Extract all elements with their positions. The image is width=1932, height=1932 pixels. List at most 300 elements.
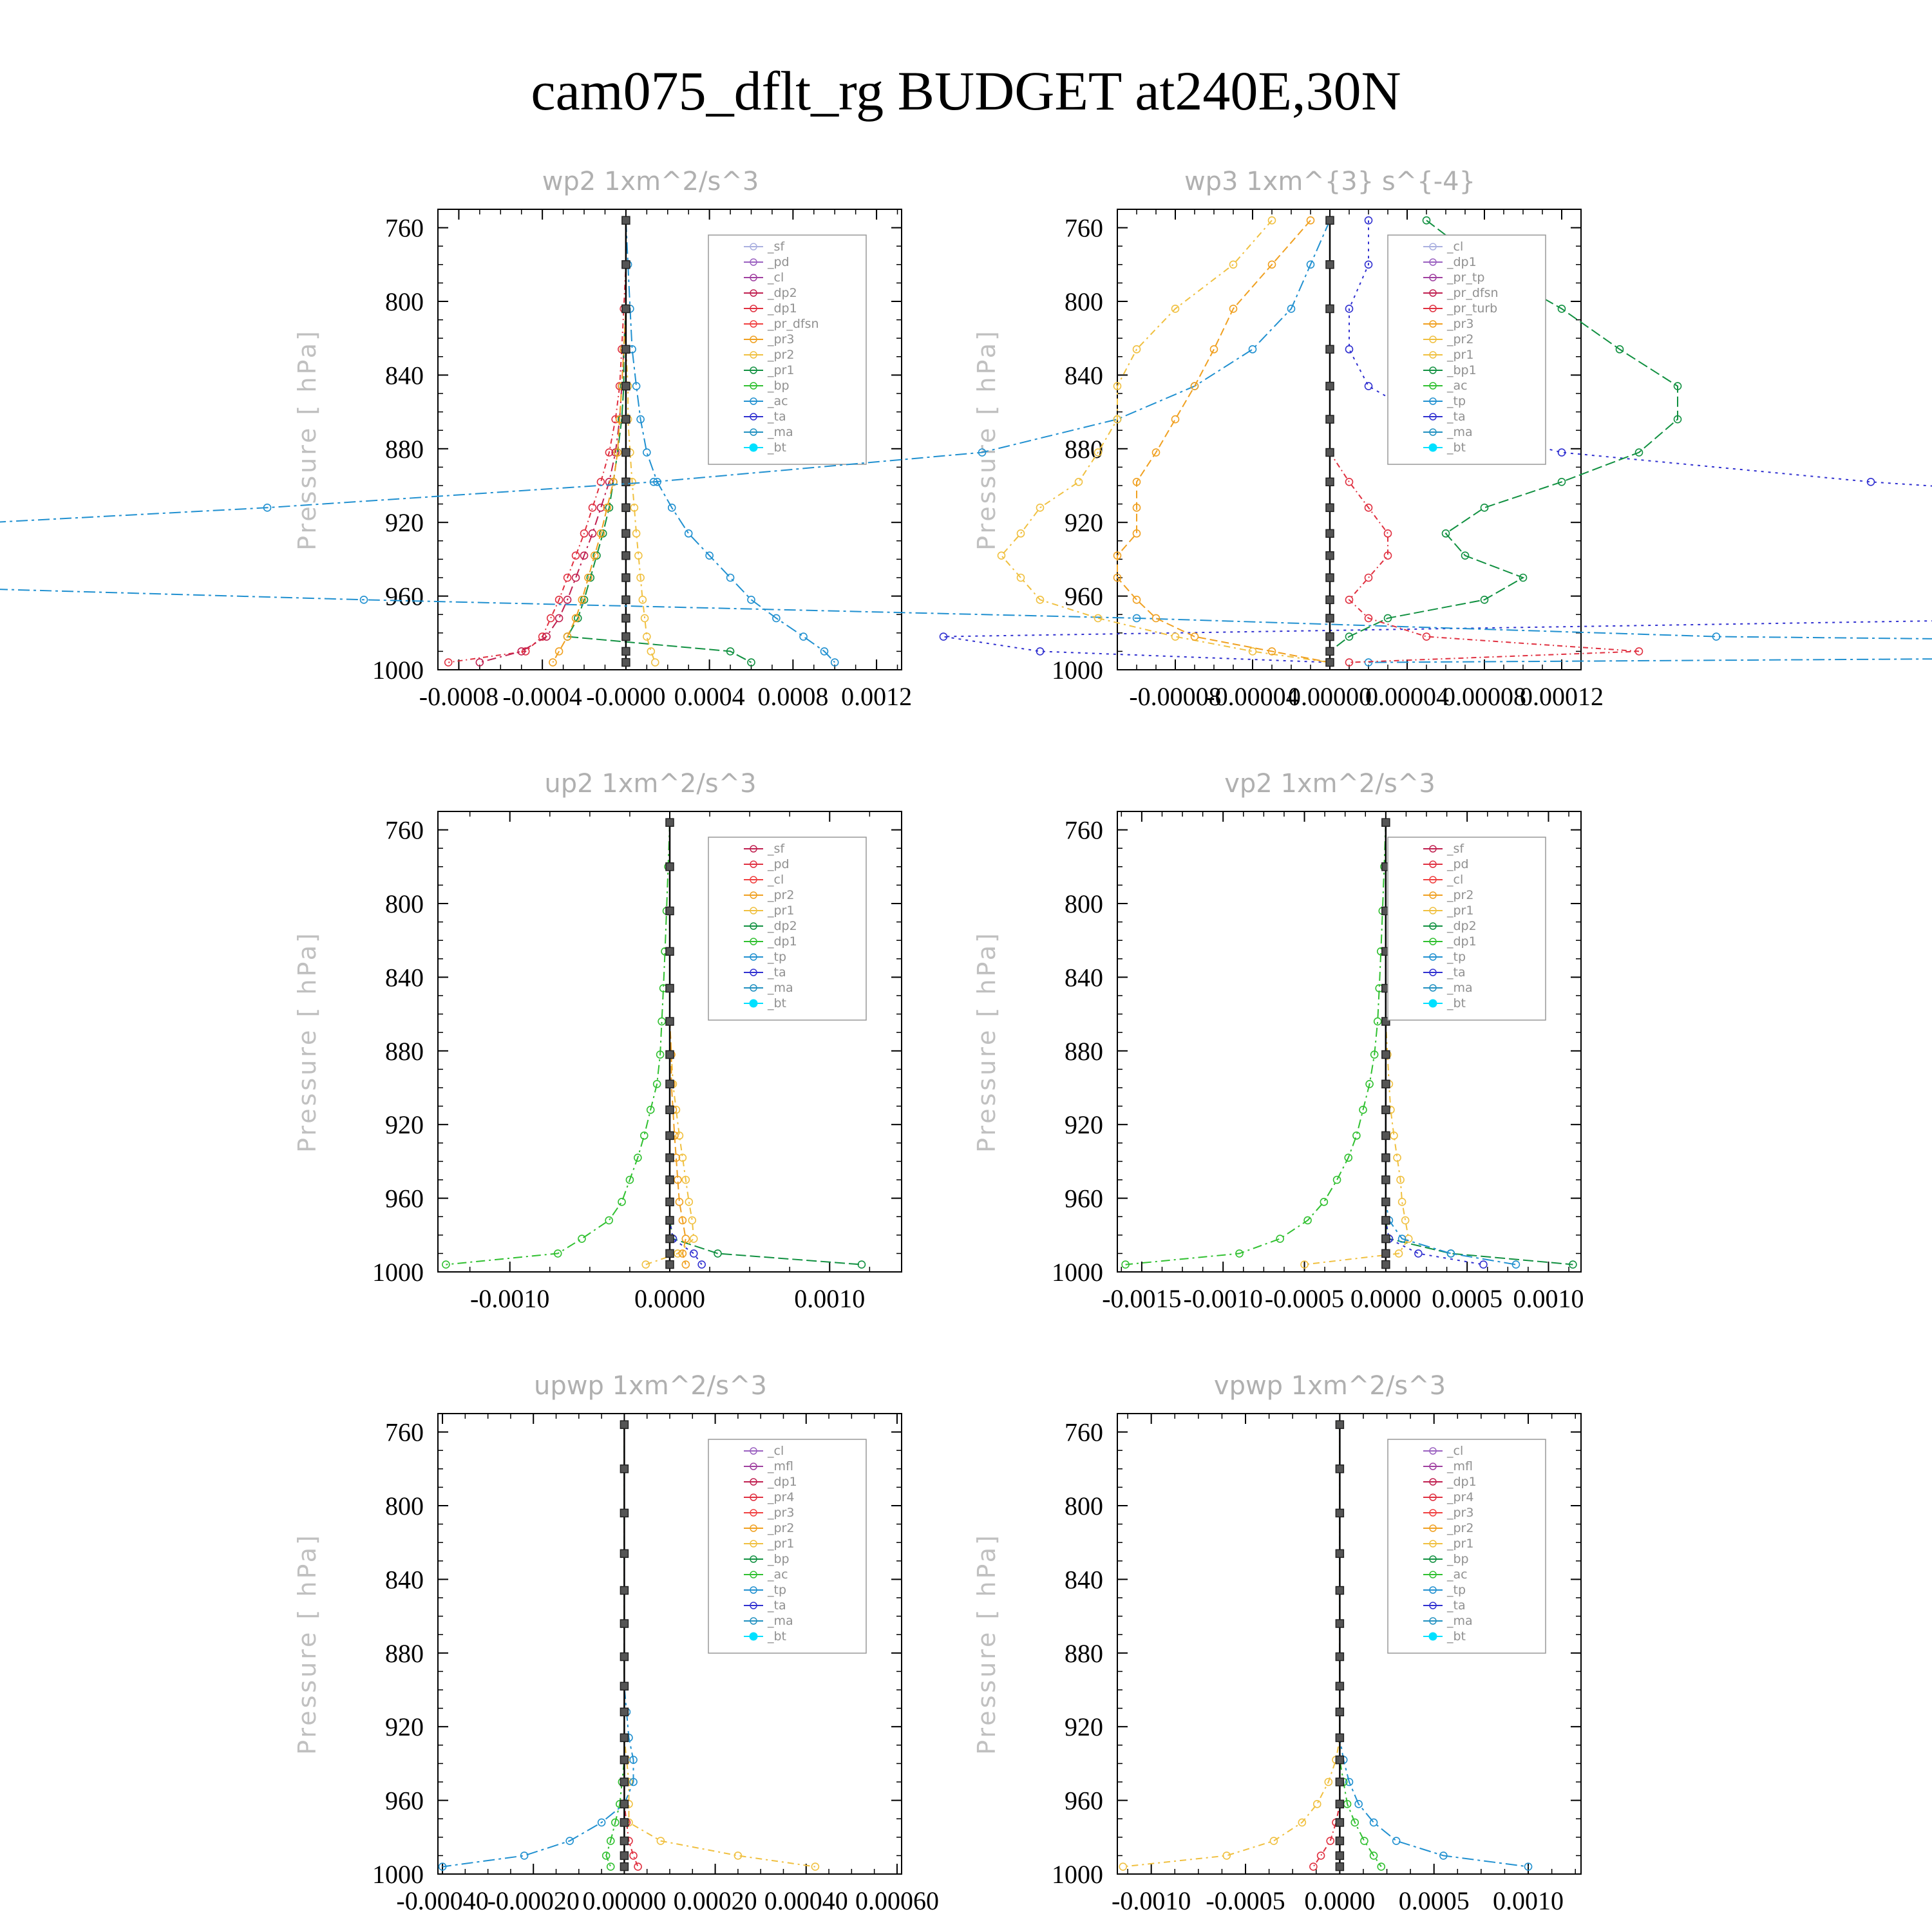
data-point-pr3 xyxy=(1307,217,1314,224)
data-point-ref xyxy=(1336,1620,1343,1627)
data-point-ref xyxy=(666,1235,674,1243)
data-point-ac xyxy=(685,530,692,537)
data-point-ref xyxy=(666,1018,674,1025)
data-point-dp1 xyxy=(1318,1852,1325,1859)
y-tick-label: 880 xyxy=(1065,1036,1103,1066)
series-line-ac xyxy=(0,220,1932,662)
x-tick-label: 0.00000 xyxy=(582,1886,667,1915)
data-point-ref xyxy=(666,1249,674,1257)
data-point-pr1 xyxy=(1423,217,1430,224)
y-tick-label: 920 xyxy=(385,508,424,538)
data-point-ref xyxy=(620,1863,628,1871)
x-tick-label: 0.00008 xyxy=(1443,682,1526,711)
y-tick-label: 760 xyxy=(385,815,424,845)
legend-entry: _dp2 xyxy=(1447,919,1477,933)
legend-entry: _ma xyxy=(768,981,793,995)
legend-entry: _dp1 xyxy=(768,301,797,316)
legend-entry: _ta xyxy=(768,1598,786,1613)
data-point-ref xyxy=(1326,345,1334,353)
legend-entry: _dp1 xyxy=(1447,934,1477,949)
data-point-dp2 xyxy=(556,614,563,621)
data-point-ac xyxy=(1370,1819,1378,1826)
series-line-dp1 xyxy=(448,220,626,662)
series-line-ta xyxy=(670,822,702,1264)
data-point-ref xyxy=(1336,1852,1343,1859)
data-point-ref xyxy=(1382,1235,1390,1243)
data-point-ref xyxy=(1326,633,1334,641)
x-tick-label: -0.0015 xyxy=(1102,1284,1182,1313)
data-point-ref xyxy=(622,415,630,423)
x-tick-label: 0.0012 xyxy=(841,682,913,711)
legend-entry: _pr1 xyxy=(768,363,795,377)
x-tick-label: 0.0008 xyxy=(757,682,829,711)
legend-entry: _cl xyxy=(768,1444,784,1458)
data-point-ta xyxy=(690,1250,697,1257)
data-point-pr2 xyxy=(1223,1852,1230,1859)
data-point-dp1 xyxy=(597,478,604,486)
y-tick-label: 1000 xyxy=(372,1860,424,1889)
data-point-ref xyxy=(620,1756,628,1764)
y-axis-label: Pressure [ hPa] xyxy=(972,328,1001,551)
data-point-bp xyxy=(578,1235,585,1242)
legend-entry: _pr2 xyxy=(1447,888,1474,902)
x-tick-label: -0.0008 xyxy=(419,682,499,711)
legend-entry: _pr3 xyxy=(1447,317,1474,331)
legend-entry: _bp1 xyxy=(1447,363,1477,377)
x-tick-label: -0.00004 xyxy=(1206,682,1299,711)
data-point-ref xyxy=(622,596,630,603)
legend-entry: _mfl xyxy=(768,1459,793,1473)
legend-entry: _bp xyxy=(1447,1552,1469,1566)
y-tick-label: 760 xyxy=(385,1417,424,1447)
data-point-ref xyxy=(1336,1509,1343,1517)
data-point-ref xyxy=(1336,1465,1343,1473)
legend-entry: _pr4 xyxy=(768,1490,795,1504)
data-point-ref xyxy=(620,1653,628,1661)
data-point-ref xyxy=(666,1154,674,1162)
legend-entry: _sf xyxy=(768,842,785,856)
data-point-pr1 xyxy=(858,1261,865,1268)
y-tick-label: 840 xyxy=(385,1565,424,1595)
data-point-pr3 xyxy=(1133,596,1141,603)
data-point-pr2 xyxy=(1075,478,1083,486)
y-tick-label: 880 xyxy=(385,1638,424,1668)
x-tick-label: 0.0000 xyxy=(1350,1284,1421,1313)
data-point-ref xyxy=(1382,1249,1390,1257)
data-point-ref xyxy=(620,1587,628,1595)
panels xyxy=(0,167,1932,1915)
data-point-ref xyxy=(1326,552,1334,560)
data-point-dp1 xyxy=(1310,1863,1317,1870)
y-tick-label: 1000 xyxy=(1052,1258,1103,1287)
data-point-ref xyxy=(1326,415,1334,423)
legend-entry: _bt xyxy=(768,1629,787,1643)
legend-entry: _ta xyxy=(768,410,786,424)
data-point-pr2 xyxy=(1119,1863,1126,1870)
legend-entry: _ma xyxy=(768,1614,793,1628)
figure-title: cam075_dflt_rg BUDGET at240E,30N xyxy=(531,60,1401,122)
data-point-ref xyxy=(666,907,674,914)
data-point-ref xyxy=(620,1837,628,1845)
y-tick-label: 1000 xyxy=(1052,1860,1103,1889)
y-tick-label: 920 xyxy=(385,1712,424,1742)
data-point-ref xyxy=(1336,1819,1343,1826)
data-point-ref xyxy=(1336,1549,1343,1557)
data-point-ref xyxy=(620,1549,628,1557)
legend-entry: _ta xyxy=(1447,410,1466,424)
data-point-ref xyxy=(622,633,630,641)
y-tick-label: 840 xyxy=(385,361,424,390)
series-line-bp xyxy=(1126,822,1386,1264)
data-point-ref xyxy=(1336,1734,1343,1741)
y-tick-label: 920 xyxy=(1065,508,1103,538)
data-point-ref xyxy=(620,1778,628,1786)
data-point-dp1 xyxy=(634,1863,641,1870)
x-tick-label: -0.0005 xyxy=(1264,1284,1345,1313)
data-point-ref xyxy=(1336,1587,1343,1595)
data-point-bp xyxy=(1361,1837,1368,1844)
x-tick-label: -0.00008 xyxy=(1129,682,1222,711)
data-point-ref xyxy=(1326,383,1334,390)
legend-entry: _pr1 xyxy=(1447,348,1474,362)
data-point-ref xyxy=(622,449,630,457)
data-point-ref xyxy=(666,1051,674,1059)
data-point-pr2 xyxy=(998,552,1005,559)
legend-entry: _tp xyxy=(1447,394,1466,408)
x-tick-label: 0.00004 xyxy=(1365,682,1449,711)
x-tick-label: -0.0000 xyxy=(586,682,666,711)
data-point-ref xyxy=(1326,647,1334,655)
data-point-ref xyxy=(666,1132,674,1139)
data-point-ac xyxy=(1393,1837,1400,1844)
data-point-ref xyxy=(622,529,630,537)
legend-entry: _ma xyxy=(1447,1614,1473,1628)
data-point-ref xyxy=(1326,574,1334,582)
data-point-ref xyxy=(666,863,674,871)
y-tick-label: 800 xyxy=(1065,287,1103,316)
legend-entry: _bt xyxy=(768,440,787,455)
y-tick-label: 760 xyxy=(385,213,424,243)
data-point-ref xyxy=(1336,1863,1343,1871)
data-point-ref xyxy=(666,947,674,955)
data-point-ac xyxy=(727,574,734,582)
data-point-ref xyxy=(1336,1708,1343,1716)
data-point-ref xyxy=(666,1198,674,1206)
data-point-ref xyxy=(620,1800,628,1808)
data-point-ref xyxy=(1382,1154,1390,1162)
data-point-bp xyxy=(618,1198,625,1206)
data-point-ref xyxy=(1382,1198,1390,1206)
legend-entry: _ac xyxy=(768,1567,788,1582)
data-point-ac xyxy=(1249,346,1256,353)
data-point-dp1 xyxy=(573,552,580,559)
data-point-ref xyxy=(666,1176,674,1184)
panel-title: up2 1xm^2/s^3 xyxy=(544,769,757,799)
data-point-ref xyxy=(1336,1778,1343,1786)
x-tick-label: 0.00000 xyxy=(1288,682,1372,711)
data-point-pr2 xyxy=(1269,217,1276,224)
data-point-bp xyxy=(605,1217,612,1224)
panel-1 xyxy=(293,167,912,711)
y-tick-label: 800 xyxy=(385,889,424,918)
series-line-pr2 xyxy=(1001,220,1330,662)
legend-entry: _mfl xyxy=(1447,1459,1473,1473)
y-tick-label: 800 xyxy=(1065,889,1103,918)
legend-entry: _ta xyxy=(768,965,786,980)
x-tick-label: 0.0000 xyxy=(1304,1886,1376,1915)
series-line-pr3 xyxy=(1117,220,1330,662)
legend-entry: _pr2 xyxy=(1447,1521,1474,1535)
data-point-bp xyxy=(1276,1235,1283,1242)
data-point-pr2 xyxy=(1399,1198,1406,1206)
data-point-bp xyxy=(607,1863,614,1870)
data-point-ta xyxy=(1415,1250,1422,1257)
y-tick-label: 840 xyxy=(1065,361,1103,390)
legend-entry: _ac xyxy=(1447,379,1468,393)
y-tick-label: 800 xyxy=(385,1492,424,1520)
panel-title: upwp 1xm^2/s^3 xyxy=(534,1371,767,1401)
data-point-dp2 xyxy=(589,530,596,537)
data-point-pr3 xyxy=(1172,416,1179,423)
legend-entry: _tp xyxy=(1447,950,1466,964)
data-point-ref xyxy=(622,574,630,582)
x-tick-label: 0.00020 xyxy=(673,1886,757,1915)
data-point-dp1 xyxy=(630,1852,637,1859)
legend-entry: _pd xyxy=(768,255,790,269)
panel-title: vpwp 1xm^2/s^3 xyxy=(1213,1371,1446,1401)
y-tick-label: 960 xyxy=(1065,1786,1103,1815)
legend-entry: _pr2 xyxy=(768,1521,795,1535)
panel-6 xyxy=(972,1371,1581,1915)
x-tick-label: 0.0005 xyxy=(1432,1284,1503,1313)
data-point-ref xyxy=(622,504,630,511)
data-point-ref xyxy=(1326,478,1334,486)
data-point-ref xyxy=(666,1080,674,1088)
data-point-ref xyxy=(1336,1421,1343,1428)
legend-entry: _ma xyxy=(1447,425,1473,439)
legend-entry: _dp2 xyxy=(768,286,797,300)
legend-entry: _pr2 xyxy=(768,888,795,902)
y-tick-label: 920 xyxy=(385,1110,424,1140)
y-tick-label: 960 xyxy=(1065,582,1103,611)
legend-swatch-marker xyxy=(1429,999,1437,1007)
data-point-pr2 xyxy=(1270,1837,1277,1844)
data-point-bp xyxy=(1320,1198,1327,1206)
legend-entry: _tp xyxy=(768,1583,787,1597)
legend-entry: _bt xyxy=(1447,996,1466,1010)
legend-swatch-marker xyxy=(750,999,757,1007)
panel-title: vp2 1xm^2/s^3 xyxy=(1224,769,1435,799)
data-point-ref xyxy=(622,216,630,224)
data-point-ref xyxy=(1382,1080,1390,1088)
data-point-ref xyxy=(620,1708,628,1716)
y-tick-label: 1000 xyxy=(372,656,424,685)
x-tick-label: -0.0005 xyxy=(1206,1886,1285,1915)
data-point-ref xyxy=(620,1819,628,1826)
y-axis-label: Pressure [ hPa] xyxy=(972,1533,1001,1755)
data-point-ref xyxy=(1326,449,1334,457)
y-tick-label: 880 xyxy=(385,1036,424,1066)
legend-entry: _cl xyxy=(1447,873,1464,887)
legend-entry: _dp1 xyxy=(768,1475,797,1489)
data-point-ref xyxy=(1336,1682,1343,1690)
legend-entry: _ac xyxy=(1447,1567,1468,1582)
legend-entry: _cl xyxy=(1447,1444,1464,1458)
data-point-ref xyxy=(666,1261,674,1269)
y-tick-label: 840 xyxy=(385,963,424,992)
panel-3 xyxy=(293,769,902,1313)
y-tick-label: 760 xyxy=(1065,213,1103,243)
data-point-pr2 xyxy=(1402,1217,1409,1224)
x-tick-label: -0.0004 xyxy=(502,682,582,711)
y-tick-label: 760 xyxy=(1065,1417,1103,1447)
legend-entry: _dp2 xyxy=(768,919,797,933)
data-point-pr2 xyxy=(652,659,659,666)
y-axis-label: Pressure [ hPa] xyxy=(293,931,321,1153)
legend-entry: _tp xyxy=(1447,1583,1466,1597)
y-tick-label: 880 xyxy=(1065,434,1103,464)
y-tick-label: 920 xyxy=(1065,1712,1103,1742)
y-tick-label: 760 xyxy=(1065,815,1103,845)
legend-entry: _bt xyxy=(768,996,787,1010)
legend-entry: _dp1 xyxy=(768,934,797,949)
x-tick-label: -0.00040 xyxy=(396,1886,489,1915)
y-tick-label: 840 xyxy=(1065,1565,1103,1595)
legend-entry: _ta xyxy=(1447,1598,1466,1613)
x-tick-label: -0.0010 xyxy=(1183,1284,1263,1313)
legend-swatch-marker xyxy=(1429,1633,1437,1640)
data-point-ref xyxy=(1326,216,1334,224)
data-point-ref xyxy=(622,478,630,486)
legend-swatch-marker xyxy=(750,444,757,451)
legend-entry: _cl xyxy=(1447,240,1464,254)
legend-entry: _pr2 xyxy=(1447,332,1474,346)
data-point-ref xyxy=(1382,1132,1390,1139)
y-tick-label: 960 xyxy=(385,582,424,611)
x-tick-label: 0.0010 xyxy=(1493,1886,1564,1915)
legend-entry: _pr1 xyxy=(768,1537,795,1551)
y-tick-label: 800 xyxy=(385,287,424,316)
data-point-ref xyxy=(620,1465,628,1473)
series-line-dp2 xyxy=(480,220,626,662)
data-point-pr2 xyxy=(642,1261,649,1268)
series-line-ac xyxy=(442,1425,633,1866)
data-point-pr2 xyxy=(1314,1801,1321,1808)
series-line-pr3 xyxy=(553,220,626,662)
legend-entry: _ta xyxy=(1447,965,1466,980)
y-tick-label: 960 xyxy=(1065,1184,1103,1213)
x-tick-label: -0.0010 xyxy=(1112,1886,1191,1915)
data-point-ref xyxy=(1382,1261,1390,1269)
legend-entry: _bp xyxy=(768,1552,790,1566)
legend-entry: _pr3 xyxy=(1447,1506,1474,1520)
legend-entry: _pr1 xyxy=(1447,1537,1474,1551)
legend-entry: _pr3 xyxy=(768,1506,795,1520)
data-point-dp1 xyxy=(1346,478,1353,486)
data-point-ref xyxy=(666,985,674,992)
data-point-pr2 xyxy=(690,1235,697,1242)
data-point-pr2 xyxy=(685,1198,692,1206)
legend-entry: _bt xyxy=(1447,440,1466,455)
series-line-pr2 xyxy=(626,220,655,662)
data-point-dp2 xyxy=(573,574,580,582)
data-point-ref xyxy=(620,1421,628,1428)
y-axis-label: Pressure [ hPa] xyxy=(972,931,1001,1153)
data-point-ta xyxy=(1346,346,1353,353)
legend-entry: _cl xyxy=(768,270,784,285)
panel-4 xyxy=(972,769,1584,1313)
data-point-dp1 xyxy=(547,614,554,621)
data-point-ref xyxy=(1382,1176,1390,1184)
x-tick-label: 0.00060 xyxy=(855,1886,939,1915)
data-point-ac xyxy=(643,449,650,456)
x-tick-label: 0.0005 xyxy=(1398,1886,1470,1915)
panel-title: wp2 1xm^2/s^3 xyxy=(542,167,759,196)
x-tick-label: -0.00020 xyxy=(487,1886,580,1915)
legend-entry: _pr4 xyxy=(1447,1490,1474,1504)
x-tick-label: 0.0004 xyxy=(674,682,745,711)
legend-entry: _sf xyxy=(1447,842,1464,856)
series-line-bp xyxy=(446,822,670,1264)
data-point-ref xyxy=(1382,1106,1390,1113)
y-tick-label: 1000 xyxy=(1052,656,1103,685)
x-tick-label: 0.00040 xyxy=(764,1886,848,1915)
y-tick-label: 960 xyxy=(385,1184,424,1213)
y-tick-label: 880 xyxy=(1065,1638,1103,1668)
legend-entry: _bt xyxy=(1447,1629,1466,1643)
data-point-ref xyxy=(1336,1756,1343,1764)
legend-entry: _ma xyxy=(1447,981,1473,995)
legend-entry: _pr1 xyxy=(768,904,795,918)
legend-entry: _pd xyxy=(768,857,790,871)
data-point-ref xyxy=(1382,1217,1390,1224)
legend-entry: _pr_dfsn xyxy=(768,317,819,331)
data-point-ref xyxy=(620,1509,628,1517)
x-tick-label: 0.0010 xyxy=(794,1284,866,1313)
panel-2 xyxy=(0,167,1932,711)
data-point-ta xyxy=(1365,383,1372,390)
data-point-ta xyxy=(1480,1261,1487,1268)
legend-entry: _dp1 xyxy=(1447,1475,1477,1489)
x-tick-label: 0.0000 xyxy=(634,1284,705,1313)
data-point-ref xyxy=(1326,504,1334,511)
legend-entry: _bp xyxy=(768,379,790,393)
data-point-ref xyxy=(1326,596,1334,603)
data-point-ref xyxy=(1326,614,1334,622)
data-point-ref xyxy=(622,614,630,622)
data-point-ref xyxy=(1326,261,1334,269)
data-point-ref xyxy=(620,1682,628,1690)
data-point-dp1 xyxy=(1385,530,1392,537)
legend-entry: _sf xyxy=(768,240,785,254)
y-axis-label: Pressure [ hPa] xyxy=(293,1533,321,1755)
legend-entry: _pr_dfsn xyxy=(1447,286,1499,300)
legend-entry: _pr3 xyxy=(768,332,795,346)
data-point-ref xyxy=(620,1620,628,1627)
data-point-ref xyxy=(1326,529,1334,537)
x-tick-label: 0.0010 xyxy=(1513,1284,1584,1313)
legend-entry: _pr1 xyxy=(1447,904,1474,918)
y-tick-label: 880 xyxy=(385,434,424,464)
data-point-dp1 xyxy=(589,504,596,511)
y-tick-label: 1000 xyxy=(372,1258,424,1287)
data-point-ref xyxy=(622,261,630,269)
y-tick-label: 840 xyxy=(1065,963,1103,992)
y-axis-label: Pressure [ hPa] xyxy=(293,328,321,551)
data-point-ref xyxy=(620,1734,628,1741)
data-point-ref xyxy=(1326,659,1334,667)
legend-entry: _pd xyxy=(1447,857,1469,871)
